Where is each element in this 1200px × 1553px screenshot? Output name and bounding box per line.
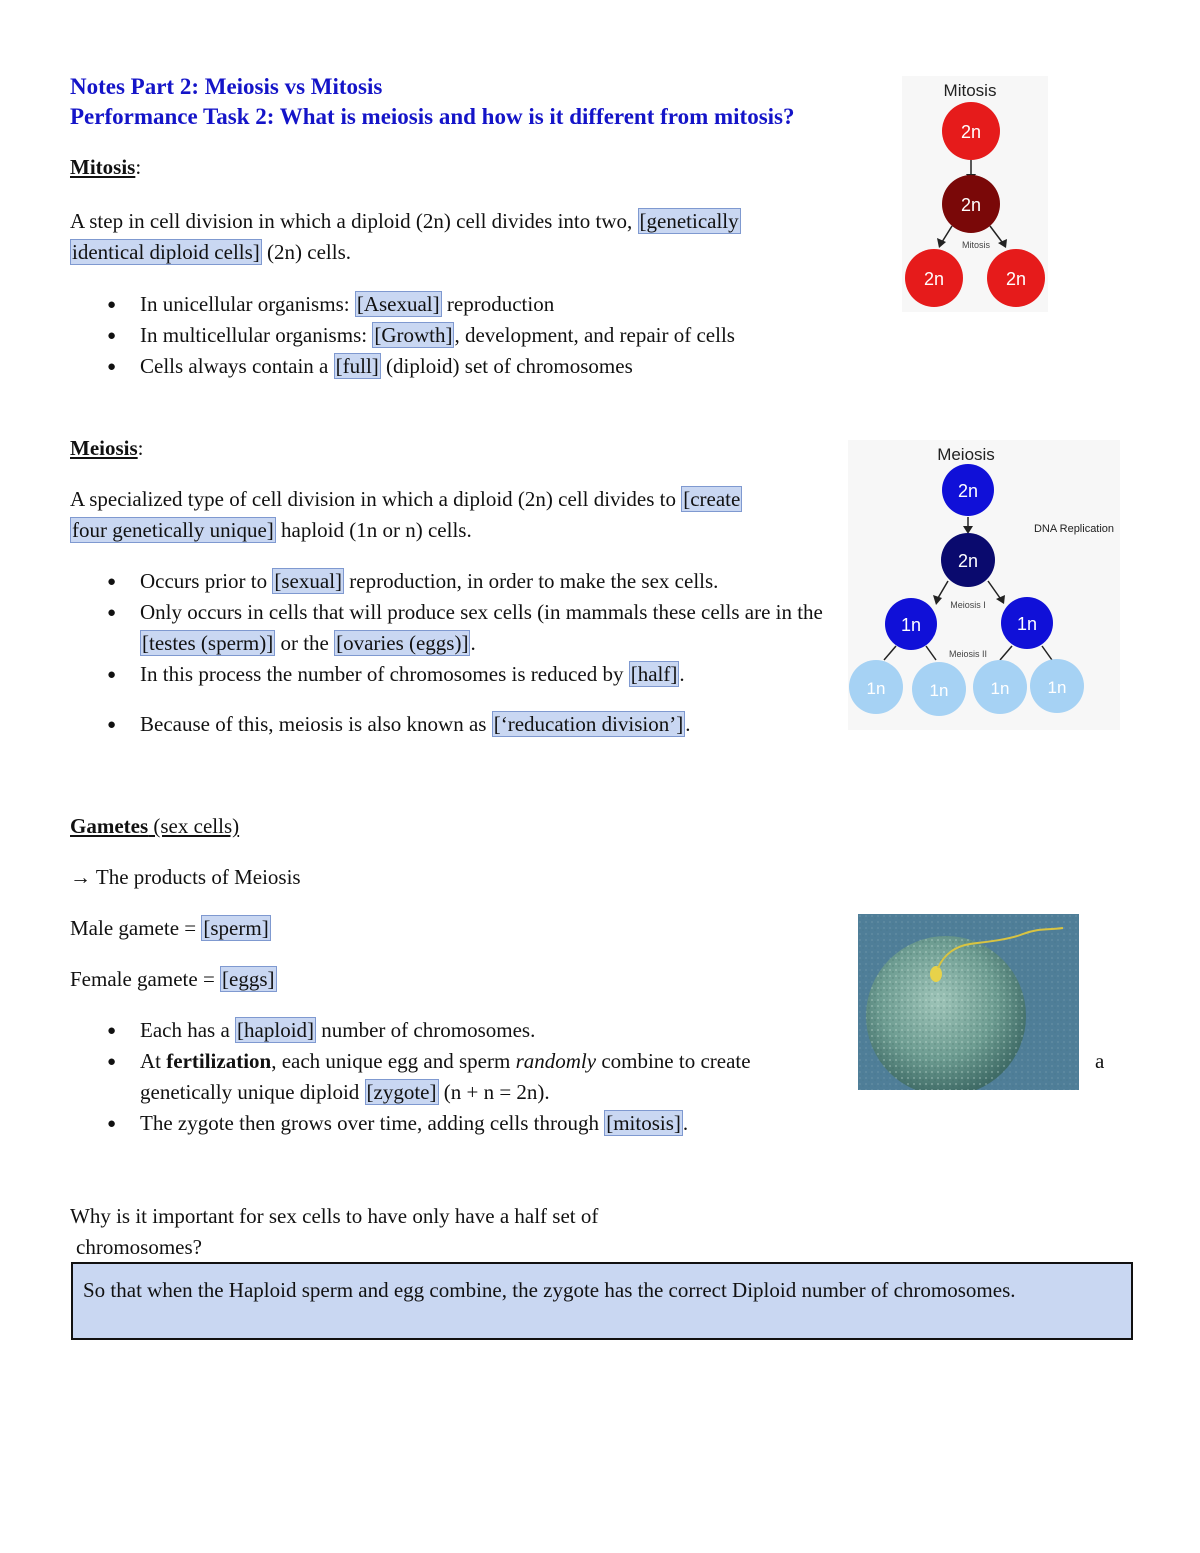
answer-box: So that when the Haploid sperm and egg combine, the zygote has the correct Diploid number of chromosomes.: [71, 1262, 1133, 1340]
list-item: ● The zygote then grows over time, adding cells through [mitosis].: [70, 1108, 850, 1139]
male-gamete-line: Male gamete = [sperm]: [70, 916, 269, 940]
svg-text:1n: 1n: [1047, 678, 1067, 697]
svg-text:2n: 2n: [960, 122, 982, 142]
list-item: ● In unicellular organisms: [Asexual] reproduction: [70, 289, 870, 320]
answer-highlight: identical diploid cells]: [72, 240, 260, 264]
svg-text:2n: 2n: [957, 551, 979, 571]
gametes-bullets: [70, 1015, 850, 1139]
svg-text:1n: 1n: [929, 681, 949, 700]
list-item: ● In this process the number of chromosomes is reduced by [half].: [70, 659, 850, 690]
svg-text:2n: 2n: [960, 195, 982, 215]
svg-text:2n: 2n: [923, 269, 945, 289]
meiosis-bullets: [70, 566, 850, 740]
doc-subtitle: Performance Task 2: What is meiosis and how is it different from mitosis?: [70, 104, 795, 129]
svg-text:1n: 1n: [900, 615, 922, 635]
answer-highlight: four genetically unique]: [72, 518, 274, 542]
mitosis-diagram: [902, 76, 1048, 312]
svg-text:1n: 1n: [990, 679, 1010, 698]
svg-text:Meiosis II: Meiosis II: [948, 649, 988, 659]
mitosis-diagram-title: Mitosis: [943, 81, 997, 100]
answer-highlight: [genetically: [639, 209, 739, 233]
stray-letter: a: [1095, 1049, 1105, 1073]
gametes-products: → The products of Meiosis: [70, 865, 301, 889]
question-line-2: chromosomes?: [76, 1235, 202, 1259]
meiosis-heading: Meiosis:: [70, 436, 144, 460]
mitosis-heading: Mitosis:: [70, 155, 142, 179]
svg-text:1n: 1n: [1016, 614, 1038, 634]
mitosis-bullets: [70, 289, 870, 382]
question-line-1: Why is it important for sex cells to have only have a half set of: [70, 1204, 599, 1228]
list-item: ● Cells always contain a [full] (diploid) set of chromosomes: [70, 351, 870, 382]
doc-title: Notes Part 2: Meiosis vs Mitosis: [70, 74, 383, 99]
list-item: ● Only occurs in cells that will produce sex cells (in mammals these cells are in the [testes (sperm)] or the [ovaries (eggs)].: [70, 597, 850, 659]
sperm-head: [930, 966, 942, 982]
fertilization-image: [858, 914, 1079, 1090]
meiosis-diagram: [848, 440, 1120, 730]
mitosis-definition: A step in cell division in which a diploid (2n) cell divides into two, [genetically identical diploid cells] (2n) cells.: [70, 209, 739, 264]
answer-highlight: [create: [683, 487, 741, 511]
gametes-heading: Gametes (sex cells): [70, 814, 240, 838]
meiosis-definition: A specialized type of cell division in which a diploid (2n) cell divides to [create four genetically unique] haploid (1n or n) cells.: [70, 487, 741, 542]
svg-text:DNA Replication: DNA Replication: [1033, 523, 1115, 535]
list-item: ● In multicellular organisms: [Growth], development, and repair of cells: [70, 320, 870, 351]
svg-text:Meiosis: Meiosis: [937, 445, 995, 464]
list-item: ● Occurs prior to [sexual] reproduction, in order to make the sex cells.: [70, 566, 850, 597]
female-gamete-line: Female gamete = [eggs]: [70, 967, 275, 991]
svg-text:Meiosis I: Meiosis I: [950, 600, 986, 610]
svg-text:1n: 1n: [866, 679, 886, 698]
svg-text:2n: 2n: [957, 481, 979, 501]
svg-text:Mitosis: Mitosis: [961, 240, 991, 250]
svg-text:2n: 2n: [1005, 269, 1027, 289]
list-item: ● Each has a [haploid] number of chromosomes.: [70, 1015, 850, 1046]
list-item: ● At fertilization, each unique egg and sperm randomly combine to create genetically unique diploid [zygote] (n + n = 2n).: [70, 1046, 850, 1108]
list-item: ● Because of this, meiosis is also known as [‘reducation division’].: [70, 709, 850, 740]
